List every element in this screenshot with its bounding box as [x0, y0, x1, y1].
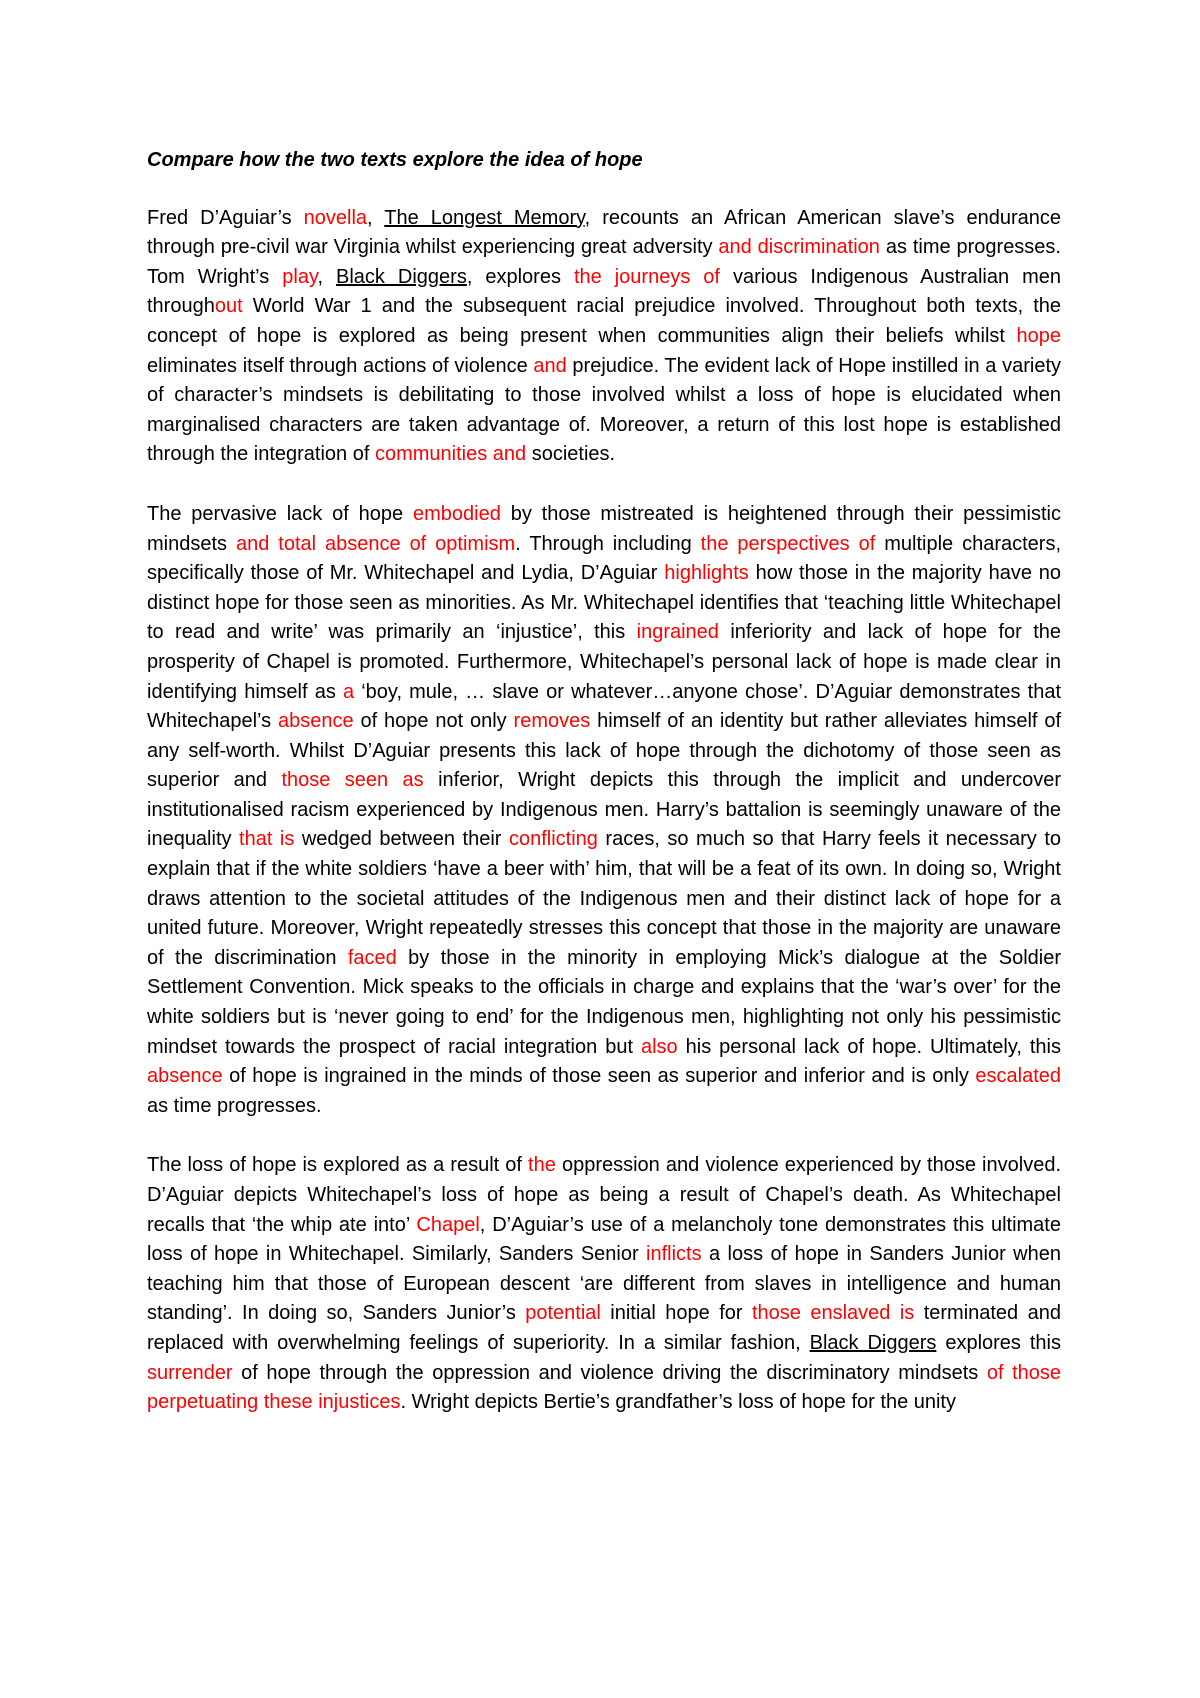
- body-text: ,: [317, 265, 337, 288]
- paragraph-lack-of-hope: [147, 500, 1061, 1121]
- body-text: of hope not only: [353, 710, 514, 733]
- highlighted-text: and total absence of optimism: [235, 532, 516, 555]
- body-text: societies.: [526, 443, 616, 466]
- body-text: as time progresses. Tom Wright’s: [147, 236, 1061, 288]
- body-text: inferiority and lack of hope for the prosperity of Chapel is promoted. Furthermore, Whitechapel’s personal lack of hope is made clear in identifying himself as: [147, 621, 1061, 703]
- body-text: by those in the minority in employing Mick’s dialogue at the Soldier Settlement Convention. Mick speaks to the officials in charge and explains that the ‘war’s over’ for the white soldiers but is ‘never going to end’ for the Indigenous men, highlighting not only his pessimistic mindset towards the prospect of racial integration but: [147, 946, 1061, 1058]
- highlighted-text: those enslaved is: [751, 1302, 915, 1325]
- highlighted-text: absence: [147, 1065, 223, 1088]
- body-text: various Indigenous Australian men through: [147, 265, 1061, 318]
- highlighted-text: Chapel: [416, 1213, 480, 1236]
- body-text: , D’Aguiar’s use of a melancholy tone demonstrates this ultimate loss of hope in Whitechapel. Similarly, Sanders Senior: [147, 1213, 1061, 1266]
- highlighted-text: and discrimination: [718, 236, 880, 259]
- highlighted-text: conflicting: [508, 828, 598, 851]
- body-text: his personal lack of hope. Ultimately, this: [677, 1035, 1061, 1058]
- highlighted-text: play: [282, 265, 318, 288]
- body-text: Fred D’Aguiar’s: [147, 206, 304, 229]
- highlighted-text: hope: [1016, 324, 1061, 347]
- body-text: explores this: [936, 1331, 1061, 1354]
- body-text: a loss of hope in Sanders Junior when teaching him that those of European descent ‘are different from slaves in intelligence and human standing’. In doing so, Sanders Junior’s: [147, 1243, 1061, 1325]
- highlighted-text: removes: [513, 710, 591, 733]
- body-text: The pervasive lack of hope: [147, 502, 414, 525]
- body-text: initial hope for: [600, 1302, 752, 1325]
- highlighted-text: surrender: [147, 1361, 233, 1384]
- highlighted-text: and: [533, 354, 567, 377]
- body-text: as time progresses.: [147, 1094, 322, 1117]
- body-text: , explores: [466, 265, 574, 288]
- body-text: . Wright depicts Bertie’s grandfather’s loss of hope for the unity: [400, 1391, 956, 1414]
- body-text: . Through including: [515, 532, 701, 555]
- highlighted-text: inflicts: [646, 1243, 702, 1266]
- highlighted-text: faced: [347, 946, 397, 969]
- work-title-text: Black Diggers: [809, 1331, 937, 1354]
- highlighted-text: communities and: [374, 443, 527, 466]
- highlighted-text: potential: [525, 1302, 601, 1325]
- body-text: eliminates itself through actions of violence: [147, 354, 534, 377]
- body-text: , recounts an African American slave’s endurance through pre-civil war Virginia whilst experiencing great adversity: [147, 206, 1061, 259]
- body-text: World War 1 and the subsequent racial prejudice involved. Throughout both texts, the concept of hope is explored as being present when communities align their beliefs whilst: [147, 295, 1061, 347]
- highlighted-text: highlights: [664, 562, 749, 585]
- paragraph-loss-of-hope: [147, 1151, 1061, 1417]
- essay-title: Compare how the two texts explore the idea of hope: [147, 149, 643, 171]
- body-text: by those mistreated is heightened through their pessimistic mindsets: [147, 502, 1061, 555]
- highlighted-text: those seen as: [281, 769, 424, 792]
- body-text: prejudice. The evident lack of Hope instilled in a variety of character’s mindsets is debilitating to those involved whilst a loss of hope is elucidated when marginalised characters are taken advantage of. Moreover, a return of this lost hope is established through the integration of: [147, 354, 1061, 466]
- highlighted-text: the journeys of: [573, 265, 720, 288]
- highlighted-text: novella: [303, 206, 368, 229]
- body-text: himself of an identity but rather alleviates himself of any self-worth. Whilst D’Aguiar presents this lack of hope through the dichotomy of those seen as superior and: [147, 710, 1061, 792]
- highlighted-text: of those perpetuating these injustices: [147, 1361, 1061, 1414]
- body-text: of hope is ingrained in the minds of those seen as superior and inferior and is only: [222, 1065, 976, 1088]
- highlighted-text: also: [640, 1035, 678, 1058]
- document-body: [147, 146, 1061, 1448]
- body-text: how those in the majority have no distinct hope for those seen as minorities. As Mr. Whitechapel identifies that ‘teaching little Whitechapel to read and write’ was primarily an ‘injustice’, this: [147, 562, 1061, 644]
- body-text: multiple characters, specifically those of Mr. Whitechapel and Lydia, D’Aguiar: [147, 532, 1061, 585]
- work-title-text: Black Diggers: [336, 265, 467, 288]
- highlighted-text: the perspectives of: [700, 532, 876, 555]
- body-text: inferior, Wright depicts this through the implicit and undercover institutionalised racism experienced by Indigenous men. Harry’s battalion is seemingly unaware of the inequality: [147, 769, 1061, 851]
- body-text: races, so much so that Harry feels it necessary to explain that if the white soldiers ‘have a beer with’ him, that will be a feat of its own. In doing so, Wright draws attention to the societal attitudes of the Indigenous men and their distinct lack of hope for a united future. Moreover, Wright repeatedly stresses this concept that those in the majority are unaware of the discrimination: [147, 828, 1061, 969]
- body-text: oppression and violence experienced by those involved. D’Aguiar depicts Whitechapel’s loss of hope as being a result of Chapel’s death. As Whitechapel recalls that ‘the whip ate into’: [147, 1154, 1061, 1236]
- body-text: The loss of hope is explored as a result of: [147, 1154, 529, 1177]
- paragraph-introduction: [147, 204, 1061, 470]
- body-text: ,: [367, 206, 385, 229]
- highlighted-text: the: [528, 1154, 556, 1177]
- highlighted-text: absence: [278, 710, 354, 733]
- highlighted-text: escalated: [975, 1065, 1061, 1088]
- body-text: wedged between their: [294, 828, 509, 851]
- highlighted-text: ingrained: [636, 621, 719, 644]
- highlighted-text: a: [342, 680, 355, 703]
- highlighted-text: embodied: [413, 502, 501, 525]
- work-title-text: The Longest Memory: [384, 206, 585, 229]
- highlighted-text: that is: [239, 828, 295, 851]
- body-text: ‘boy, mule, … slave or whatever…anyone chose’. D’Aguiar demonstrates that Whitechapel’s: [147, 680, 1062, 733]
- highlighted-text: out: [214, 295, 243, 318]
- body-text: of hope through the oppression and violence driving the discriminatory mindsets: [232, 1361, 987, 1384]
- body-text: terminated and replaced with overwhelming feelings of superiority. In a similar fashion,: [147, 1302, 1061, 1354]
